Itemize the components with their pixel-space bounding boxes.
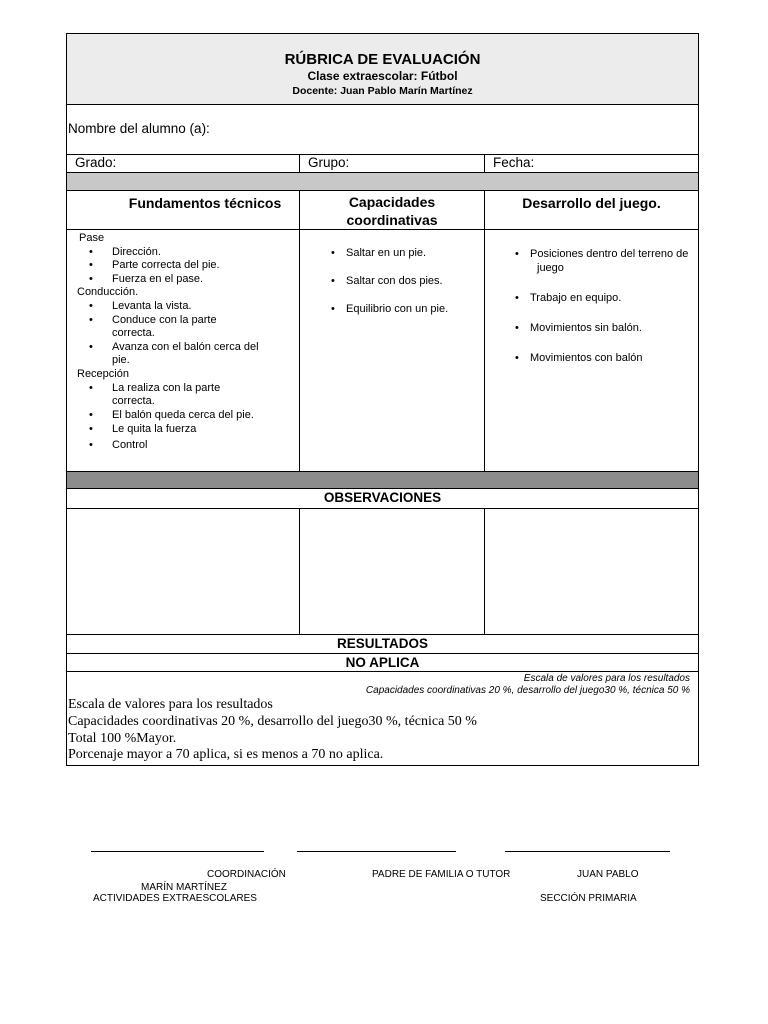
list-item: • Levanta la vista. <box>112 300 295 314</box>
scale-text-line: Capacidades coordinativas 20 %, desarrollo del juego30 %, técnica 50 % <box>68 714 477 729</box>
divider <box>66 154 699 155</box>
list-item: • Control <box>112 439 295 453</box>
column-divider <box>299 190 300 471</box>
capacidades-list <box>346 246 478 330</box>
list-item: • Parte correcta del pie. <box>112 259 295 273</box>
gray-separator-band <box>67 173 698 190</box>
recepcion-items <box>73 382 295 453</box>
list-item: • La realiza con la parte correcta. <box>112 382 242 409</box>
list-item: • Equilibrio con un pie. <box>346 302 478 316</box>
conduccion-title: Conducción. <box>77 286 139 299</box>
scale-text-line: Porcenaje mayor a 70 aplica, si es menos a 70 no aplica. <box>68 747 384 762</box>
list-item: • Saltar en un pie. <box>346 246 478 260</box>
scale-text-line: Total 100 %Mayor. <box>68 731 177 746</box>
student-name-label: Nombre del alumno (a): <box>68 121 210 136</box>
list-item <box>530 247 695 275</box>
page-title: RÚBRICA DE EVALUACIÓN <box>284 51 481 68</box>
fundamentos-heading: Fundamentos técnicos <box>128 195 282 211</box>
list-item-line: juego <box>537 262 564 274</box>
fundamentos-list <box>73 232 295 453</box>
divider <box>66 653 699 654</box>
list-item: • Avanza con el balón cerca del pie. <box>112 341 272 368</box>
recepcion-title: Recepción <box>77 367 129 380</box>
divider <box>66 488 699 489</box>
list-item-line: • Posiciones dentro del terreno de <box>530 248 689 260</box>
observaciones-heading: OBSERVACIONES <box>323 490 442 505</box>
signature-coordinacion: COORDINACIÓN <box>207 869 286 880</box>
signature-actividades: ACTIVIDADES EXTRAESCOLARES <box>93 893 257 904</box>
column-divider <box>484 508 485 634</box>
list-item: • Fuerza en el pase. <box>112 273 295 287</box>
column-divider <box>484 154 485 172</box>
no-aplica-label: NO APLICA <box>345 655 420 670</box>
list-item: • Le quita la fuerza <box>112 423 295 437</box>
capacidades-heading-line2: coordinativas <box>346 212 438 228</box>
divider <box>66 634 699 635</box>
teacher-name: Docente: Juan Pablo Marín Martínez <box>292 85 473 97</box>
scale-note-weights: Capacidades coordinativas 20 %, desarrollo del juego30 %, técnica 50 % <box>365 685 690 696</box>
capacidades-heading <box>300 193 484 229</box>
pase-items <box>73 246 295 287</box>
desarrollo-heading: Desarrollo del juego. <box>522 195 661 211</box>
divider <box>66 229 699 230</box>
dark-separator-band <box>67 472 698 488</box>
list-item: • Movimientos sin balón. <box>530 321 695 335</box>
scale-note-title: Escala de valores para los resultados <box>523 673 690 684</box>
column-divider <box>484 190 485 471</box>
list-item: • Trabajo en equipo. <box>530 291 695 305</box>
signature-padre: PADRE DE FAMILIA O TUTOR <box>372 869 511 880</box>
grado-label: Grado: <box>75 155 117 170</box>
pase-title: Pase <box>79 232 105 244</box>
page-subtitle: Clase extraescolar: Fútbol <box>307 69 458 83</box>
desarrollo-list <box>530 247 695 381</box>
list-item: • El balón queda cerca del pie. <box>112 409 295 423</box>
fecha-label: Fecha: <box>493 155 535 170</box>
signature-line <box>91 851 264 852</box>
signature-juan-pablo: JUAN PABLO <box>577 869 639 880</box>
signature-marin: MARÍN MARTÍNEZ <box>141 882 227 893</box>
signature-seccion: SECCIÓN PRIMARIA <box>540 893 637 904</box>
resultados-heading: RESULTADOS <box>337 636 428 651</box>
divider <box>66 671 699 672</box>
list-item: • Movimientos con balón <box>530 351 695 365</box>
list-item: • Saltar con dos pies. <box>346 274 478 288</box>
list-item: • Dirección. <box>112 246 295 260</box>
capacidades-heading-line1: Capacidades <box>348 194 436 210</box>
list-item: • Conduce con la parte correcta. <box>112 314 242 341</box>
divider <box>66 104 699 105</box>
grupo-label: Grupo: <box>308 155 350 170</box>
column-divider <box>299 154 300 172</box>
signature-line <box>297 851 456 852</box>
conduccion-items <box>73 300 295 368</box>
scale-text-line: Escala de valores para los resultados <box>68 697 273 712</box>
divider <box>66 190 699 191</box>
column-divider <box>299 508 300 634</box>
signature-line <box>505 851 670 852</box>
divider <box>66 508 699 509</box>
